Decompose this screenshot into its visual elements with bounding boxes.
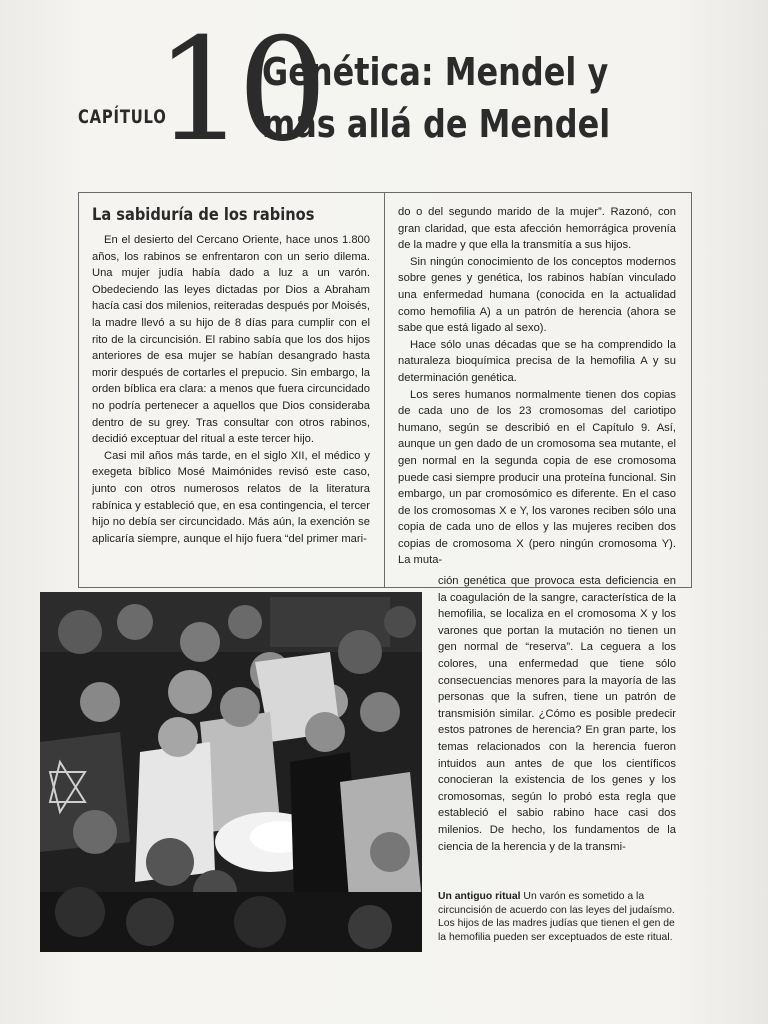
paragraph: ción genética que provoca esta deficiencia en la coagulación de la sangre, característica de la hemofilia, se localiza en el cromosoma X y los varones que portan la mutación no tienen un gen normal de “reserva”. La ceguera a los colores, una enfermedad que tiene sólo consecuencias menores para la mayoría de las personas que la sufren, tiene un patrón de transmisión similar. ¿Cómo es posible predecir estos patrones de herencia? En gran parte, los temas relacionados con la herencia fueron intuidos aun antes de que los científicos conocieran la existencia de los genes y los cromosomas, según lo probó esta regla que estableció el sabio rabino hace casi dos milenios. De hecho, los fundamentos de la ciencia de la herencia y de la transmi- bbox=[438, 575, 676, 853]
caption-title: Un antiguo ritual bbox=[438, 891, 521, 902]
paragraph: Hace sólo unas décadas que se ha comprendido la naturaleza bioquímica precisa de la hemofilia A y su determinación genética. bbox=[398, 338, 676, 384]
paragraph: Los seres humanos normalmente tienen dos copias de cada uno de los 23 cromosomas del cariotipo humano, según se describió en el Capítulo 9. Así, aunque un gen dado de un cromosoma sea mutante, el gen normal en la segunda copia de ese cromosoma puede casi siempre producir una proteína funcional. Sin embargo, un par cromosómico es diferente. En el caso de los cromosomas X e Y, los varones reciben sólo una copia de cada uno de ellos y las mujeres reciben dos copias de cromosoma X (pero ningún cromosoma Y). La muta- bbox=[398, 388, 676, 567]
caption-text: Un varón es sometido a la circuncisión de acuerdo con las leyes del judaísmo. Los hijos de las madres judías que tienen el gen de la hemofilia pueden ser exceptuados de este ritual. bbox=[438, 891, 675, 943]
photo-illustration bbox=[40, 592, 422, 952]
column-divider bbox=[384, 192, 385, 588]
continued-column bbox=[438, 573, 676, 855]
paragraph: do o del segundo marido de la mujer”. Razonó, con gran claridad, que esta afección hemorrágica provenía de la madre y que ella la transmitía a sus hijos. bbox=[398, 206, 676, 252]
box-heading: La sabiduría de los rabinos bbox=[92, 205, 315, 225]
chapter-number: 10 bbox=[155, 8, 320, 173]
right-column bbox=[398, 204, 676, 569]
left-column bbox=[92, 232, 370, 547]
paragraph: En el desierto del Cercano Oriente, hace unos 1.800 años, los rabinos se enfrentaron con un serio dilema. Una mujer judía había dado a luz a un varón. Obedeciendo las leyes dictadas por Dios a Abraham hacía casi dos milenios, reiteradas después por Moisés, la madre llevó a su hijo de 8 días para cumplir con el rito de la circuncisión. El rabino sabía que los dos hijos anteriores de esa mujer se habían desangrado hasta morir después de cortarles el prepucio. Sin embargo, la orden bíblica era clara: a menos que fuera circuncidado no podría pertenecer a aquellos que Dios consideraba dentro de su grey. Tras consultar con otros rabinos, decidió exceptuar del ritual a este tercer hijo. bbox=[92, 234, 370, 446]
chapter-label: CAPÍTULO bbox=[78, 106, 167, 128]
ritual-photo bbox=[40, 592, 422, 952]
photo-caption bbox=[438, 890, 678, 944]
paragraph: Sin ningún conocimiento de los conceptos modernos sobre genes y genética, los rabinos habían vinculado una enfermedad humana (conocida en la actualidad como hemofilia A) a un patrón de herencia (ahora se sabe que está ligado al sexo). bbox=[398, 255, 676, 335]
paragraph: Casi mil años más tarde, en el siglo XII, el médico y exegeta bíblico Mosé Maimónides revisó este caso, junto con otros numerosos relatos de la literatura rabínica y estableció que, en esa contingencia, el tercer hijo no debía ser circuncidado. Más aún, la exención se aplicaría siempre, aunque el hijo fuera “del primer mari- bbox=[92, 449, 370, 545]
chapter-title: Genética: Mendel y más allá de Mendel bbox=[262, 50, 611, 146]
